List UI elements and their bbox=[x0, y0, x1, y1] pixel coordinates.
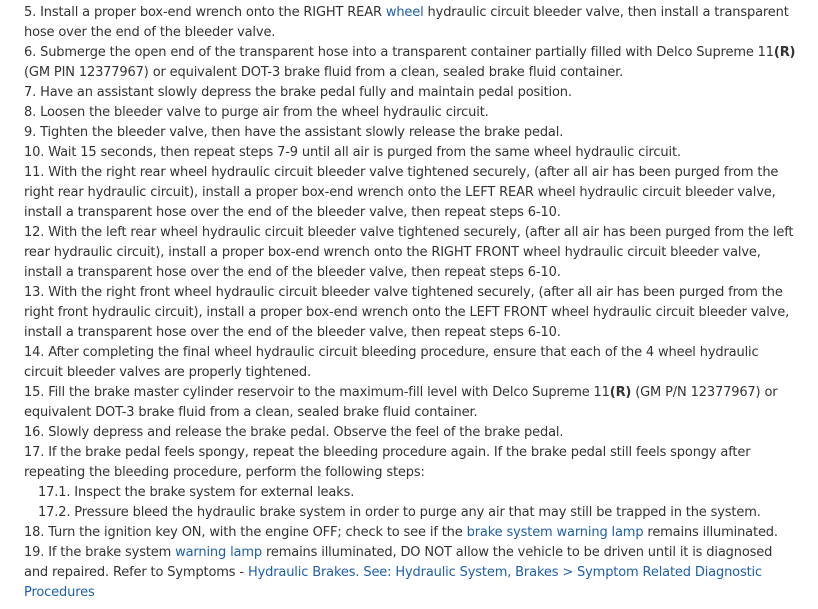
step-text: 5. Install a proper box-end wrench onto the RIGHT REAR bbox=[24, 5, 386, 20]
step-text: (GM PIN 12377967) or equivalent DOT-3 brake fluid from a clean, sealed brake fluid container. bbox=[24, 65, 624, 80]
procedure-step-5 bbox=[24, 3, 800, 43]
step-text: remains illuminated, DO NOT allow the vehicle to be driven until it is diagnosed and repaired. Refer to Symptoms - bbox=[24, 545, 773, 580]
step-text: 17. If the brake pedal feels spongy, repeat the bleeding procedure again. If the brake pedal still feels spongy after repeating the bleeding procedure, perform the following steps: bbox=[24, 445, 751, 480]
procedure-step-17-1 bbox=[24, 483, 800, 503]
procedure-step-8 bbox=[24, 103, 800, 123]
procedure-step-9 bbox=[24, 123, 800, 143]
procedure-step-19 bbox=[24, 543, 800, 603]
step-text: (GM P/N 12377967) or equivalent DOT-3 brake fluid from a clean, sealed brake fluid container. bbox=[24, 385, 778, 420]
step-text: 13. With the right front wheel hydraulic circuit bleeder valve tightened securely, (after all air has been purged from the right front hydraulic circuit), install a proper box-end wrench onto the LEFT FRONT wheel hydraulic circuit bleeder valve, install a transparent hose over the end of the bleeder valve, then repeat steps 6-10. bbox=[24, 285, 790, 340]
step-text: 18. Turn the ignition key ON, with the engine OFF; check to see if the bbox=[24, 525, 467, 540]
step-text: 8. Loosen the bleeder valve to purge air from the wheel hydraulic circuit. bbox=[24, 105, 489, 120]
procedure-step-17 bbox=[24, 443, 800, 483]
step-text: 17.2. Pressure bleed the hydraulic brake system in order to purge any air that may still be trapped in the system. bbox=[38, 505, 761, 520]
registered-mark: (R) bbox=[773, 45, 796, 60]
procedure-step-7 bbox=[24, 83, 800, 103]
step-text: 12. With the left rear wheel hydraulic circuit bleeder valve tightened securely, (after all air has been purged from the left rear hydraulic circuit), install a proper box-end wrench onto the RIGHT FRONT wheel hydraulic circuit bleeder valve, install a transparent hose over the end of the bleeder valve, then repeat steps 6-10. bbox=[24, 225, 794, 280]
procedure-step-6 bbox=[24, 43, 800, 83]
procedure-step-13 bbox=[24, 283, 800, 343]
step-text: 7. Have an assistant slowly depress the brake pedal fully and maintain pedal position. bbox=[24, 85, 572, 100]
procedure-step-10 bbox=[24, 143, 800, 163]
procedure-step-18 bbox=[24, 523, 800, 543]
step-text: 17.1. Inspect the brake system for external leaks. bbox=[38, 485, 355, 500]
registered-mark: (R) bbox=[609, 385, 632, 400]
procedure-step-17-2 bbox=[24, 503, 800, 523]
step-text: remains illuminated. bbox=[643, 525, 778, 540]
step-text: 6. Submerge the open end of the transparent hose into a transparent container partially filled with Delco Supreme 11 bbox=[24, 45, 774, 60]
step-text: 15. Fill the brake master cylinder reservoir to the maximum-fill level with Delco Supreme 11 bbox=[24, 385, 610, 400]
procedure-step-14 bbox=[24, 343, 800, 383]
step-text: 19. If the brake system bbox=[24, 545, 176, 560]
procedure-step-12 bbox=[24, 223, 800, 283]
reference-link[interactable]: wheel bbox=[385, 5, 424, 20]
step-text: hydraulic circuit bleeder valve, then install a transparent hose over the end of the bleeder valve. bbox=[24, 5, 789, 40]
step-text: 16. Slowly depress and release the brake pedal. Observe the feel of the brake pedal. bbox=[24, 425, 564, 440]
reference-link[interactable]: Hydraulic Brakes. See: Hydraulic System, Brakes > Symptom Related Diagnostic Procedures bbox=[24, 565, 763, 600]
reference-link[interactable]: warning lamp bbox=[175, 545, 262, 560]
step-text: 9. Tighten the bleeder valve, then have the assistant slowly release the brake pedal. bbox=[24, 125, 564, 140]
procedure-step-16 bbox=[24, 423, 800, 443]
procedure-step-15 bbox=[24, 383, 800, 423]
procedure-step-11 bbox=[24, 163, 800, 223]
reference-link[interactable]: brake system warning lamp bbox=[466, 525, 644, 540]
procedure-document bbox=[24, 3, 800, 603]
step-text: 11. With the right rear wheel hydraulic circuit bleeder valve tightened securely, (after all air has been purged from the right rear hydraulic circuit), install a proper box-end wrench onto the LEFT REAR wheel hydraulic circuit bleeder valve, install a transparent hose over the end of the bleeder valve, then repeat steps 6-10. bbox=[24, 165, 779, 220]
step-text: 14. After completing the final wheel hydraulic circuit bleeding procedure, ensure that each of the 4 wheel hydraulic circuit bleeder valves are properly tightened. bbox=[24, 345, 759, 380]
step-text: 10. Wait 15 seconds, then repeat steps 7-9 until all air is purged from the same wheel hydraulic circuit. bbox=[24, 145, 681, 160]
